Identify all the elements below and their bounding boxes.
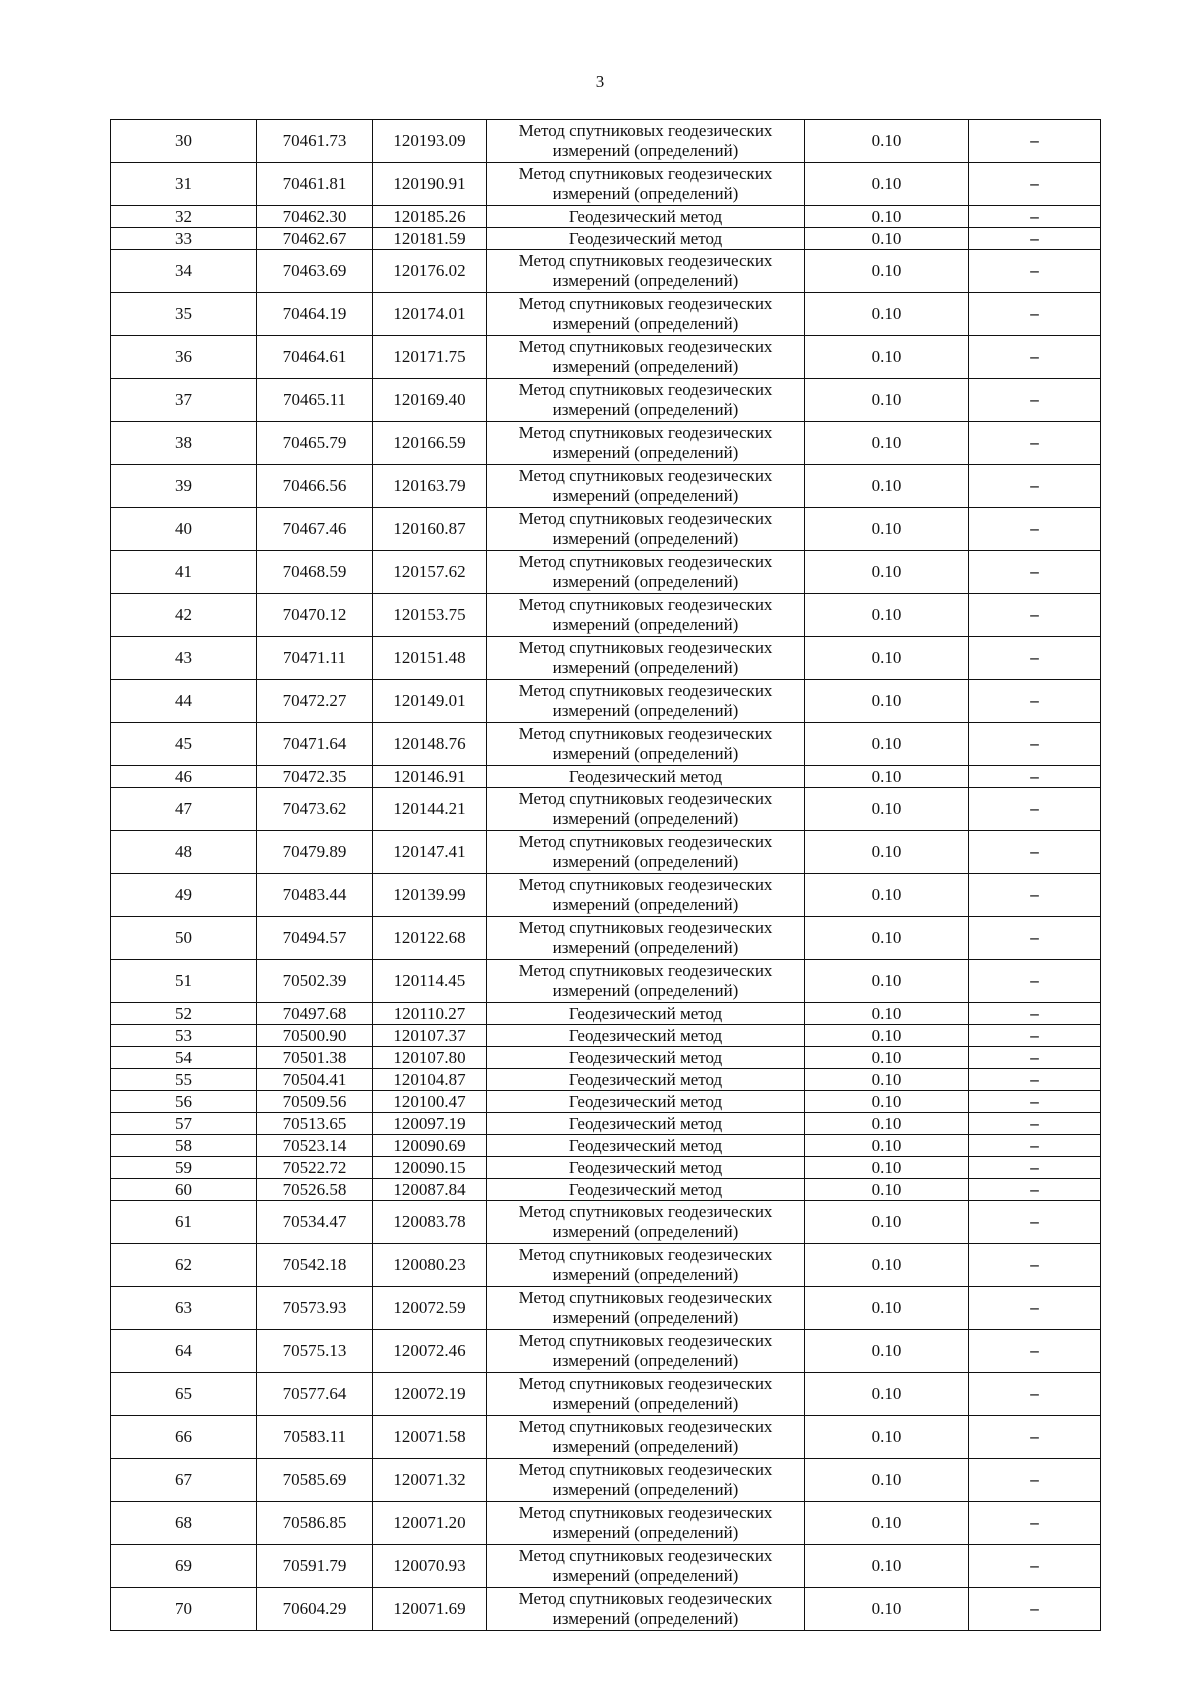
accuracy-cell: 0.10 xyxy=(805,637,969,680)
point-number-cell: 32 xyxy=(111,206,257,228)
note-cell: – xyxy=(969,1459,1101,1502)
point-number-cell: 48 xyxy=(111,831,257,874)
note-cell: – xyxy=(969,594,1101,637)
table-row xyxy=(111,1069,1101,1091)
x-coordinate-cell: 70575.13 xyxy=(257,1330,373,1373)
y-coordinate-cell: 120110.27 xyxy=(373,1003,487,1025)
note-cell: – xyxy=(969,1244,1101,1287)
accuracy-cell: 0.10 xyxy=(805,1179,969,1201)
note-cell: – xyxy=(969,680,1101,723)
method-cell: Метод спутниковых геодезических измерений (определений) xyxy=(487,680,805,723)
point-number-cell: 62 xyxy=(111,1244,257,1287)
note-cell: – xyxy=(969,637,1101,680)
x-coordinate-cell: 70463.69 xyxy=(257,250,373,293)
table-row xyxy=(111,508,1101,551)
x-coordinate-cell: 70479.89 xyxy=(257,831,373,874)
point-number-cell: 42 xyxy=(111,594,257,637)
y-coordinate-cell: 120163.79 xyxy=(373,465,487,508)
x-coordinate-cell: 70464.61 xyxy=(257,336,373,379)
table-row xyxy=(111,465,1101,508)
note-cell: – xyxy=(969,1502,1101,1545)
coordinates-table xyxy=(110,119,1101,1631)
y-coordinate-cell: 120149.01 xyxy=(373,680,487,723)
y-coordinate-cell: 120071.58 xyxy=(373,1416,487,1459)
x-coordinate-cell: 70583.11 xyxy=(257,1416,373,1459)
point-number-cell: 69 xyxy=(111,1545,257,1588)
accuracy-cell: 0.10 xyxy=(805,1201,969,1244)
table-row xyxy=(111,206,1101,228)
x-coordinate-cell: 70467.46 xyxy=(257,508,373,551)
point-number-cell: 54 xyxy=(111,1047,257,1069)
y-coordinate-cell: 120176.02 xyxy=(373,250,487,293)
table-row xyxy=(111,960,1101,1003)
y-coordinate-cell: 120072.46 xyxy=(373,1330,487,1373)
accuracy-cell: 0.10 xyxy=(805,680,969,723)
point-number-cell: 41 xyxy=(111,551,257,594)
y-coordinate-cell: 120146.91 xyxy=(373,766,487,788)
accuracy-cell: 0.10 xyxy=(805,1588,969,1631)
method-cell: Геодезический метод xyxy=(487,206,805,228)
table-row xyxy=(111,1091,1101,1113)
x-coordinate-cell: 70573.93 xyxy=(257,1287,373,1330)
y-coordinate-cell: 120185.26 xyxy=(373,206,487,228)
x-coordinate-cell: 70526.58 xyxy=(257,1179,373,1201)
y-coordinate-cell: 120153.75 xyxy=(373,594,487,637)
y-coordinate-cell: 120097.19 xyxy=(373,1113,487,1135)
note-cell: – xyxy=(969,1025,1101,1047)
accuracy-cell: 0.10 xyxy=(805,163,969,206)
table-row xyxy=(111,917,1101,960)
point-number-cell: 52 xyxy=(111,1003,257,1025)
point-number-cell: 47 xyxy=(111,788,257,831)
point-number-cell: 53 xyxy=(111,1025,257,1047)
table-row xyxy=(111,120,1101,163)
table-row xyxy=(111,551,1101,594)
accuracy-cell: 0.10 xyxy=(805,1416,969,1459)
method-cell: Геодезический метод xyxy=(487,1025,805,1047)
point-number-cell: 38 xyxy=(111,422,257,465)
y-coordinate-cell: 120193.09 xyxy=(373,120,487,163)
method-cell: Геодезический метод xyxy=(487,1113,805,1135)
accuracy-cell: 0.10 xyxy=(805,1502,969,1545)
point-number-cell: 68 xyxy=(111,1502,257,1545)
accuracy-cell: 0.10 xyxy=(805,293,969,336)
y-coordinate-cell: 120090.15 xyxy=(373,1157,487,1179)
accuracy-cell: 0.10 xyxy=(805,379,969,422)
accuracy-cell: 0.10 xyxy=(805,788,969,831)
table-row xyxy=(111,1330,1101,1373)
point-number-cell: 51 xyxy=(111,960,257,1003)
note-cell: – xyxy=(969,379,1101,422)
y-coordinate-cell: 120072.19 xyxy=(373,1373,487,1416)
method-cell: Метод спутниковых геодезических измерений (определений) xyxy=(487,336,805,379)
table-row xyxy=(111,250,1101,293)
point-number-cell: 37 xyxy=(111,379,257,422)
accuracy-cell: 0.10 xyxy=(805,1330,969,1373)
note-cell: – xyxy=(969,960,1101,1003)
method-cell: Метод спутниковых геодезических измерений (определений) xyxy=(487,465,805,508)
x-coordinate-cell: 70471.11 xyxy=(257,637,373,680)
table-row xyxy=(111,1588,1101,1631)
accuracy-cell: 0.10 xyxy=(805,120,969,163)
accuracy-cell: 0.10 xyxy=(805,508,969,551)
accuracy-cell: 0.10 xyxy=(805,422,969,465)
point-number-cell: 50 xyxy=(111,917,257,960)
method-cell: Метод спутниковых геодезических измерений (определений) xyxy=(487,831,805,874)
x-coordinate-cell: 70462.67 xyxy=(257,228,373,250)
point-number-cell: 64 xyxy=(111,1330,257,1373)
accuracy-cell: 0.10 xyxy=(805,1025,969,1047)
x-coordinate-cell: 70509.56 xyxy=(257,1091,373,1113)
table-row xyxy=(111,594,1101,637)
point-number-cell: 56 xyxy=(111,1091,257,1113)
point-number-cell: 39 xyxy=(111,465,257,508)
point-number-cell: 49 xyxy=(111,874,257,917)
y-coordinate-cell: 120157.62 xyxy=(373,551,487,594)
x-coordinate-cell: 70522.72 xyxy=(257,1157,373,1179)
point-number-cell: 65 xyxy=(111,1373,257,1416)
point-number-cell: 44 xyxy=(111,680,257,723)
table-row xyxy=(111,874,1101,917)
y-coordinate-cell: 120104.87 xyxy=(373,1069,487,1091)
point-number-cell: 59 xyxy=(111,1157,257,1179)
note-cell: – xyxy=(969,250,1101,293)
page-number: 3 xyxy=(595,72,605,91)
y-coordinate-cell: 120122.68 xyxy=(373,917,487,960)
note-cell: – xyxy=(969,831,1101,874)
method-cell: Метод спутниковых геодезических измерений (определений) xyxy=(487,120,805,163)
y-coordinate-cell: 120070.93 xyxy=(373,1545,487,1588)
method-cell: Метод спутниковых геодезических измерений (определений) xyxy=(487,1201,805,1244)
point-number-cell: 66 xyxy=(111,1416,257,1459)
coordinates-table-body xyxy=(111,120,1101,1631)
x-coordinate-cell: 70466.56 xyxy=(257,465,373,508)
y-coordinate-cell: 120107.80 xyxy=(373,1047,487,1069)
accuracy-cell: 0.10 xyxy=(805,874,969,917)
x-coordinate-cell: 70472.27 xyxy=(257,680,373,723)
accuracy-cell: 0.10 xyxy=(805,206,969,228)
method-cell: Метод спутниковых геодезических измерений (определений) xyxy=(487,637,805,680)
method-cell: Метод спутниковых геодезических измерений (определений) xyxy=(487,1373,805,1416)
method-cell: Метод спутниковых геодезических измерений (определений) xyxy=(487,788,805,831)
table-row xyxy=(111,1416,1101,1459)
note-cell: – xyxy=(969,723,1101,766)
note-cell: – xyxy=(969,788,1101,831)
x-coordinate-cell: 70504.41 xyxy=(257,1069,373,1091)
x-coordinate-cell: 70472.35 xyxy=(257,766,373,788)
x-coordinate-cell: 70586.85 xyxy=(257,1502,373,1545)
x-coordinate-cell: 70465.11 xyxy=(257,379,373,422)
x-coordinate-cell: 70468.59 xyxy=(257,551,373,594)
point-number-cell: 58 xyxy=(111,1135,257,1157)
table-row xyxy=(111,422,1101,465)
point-number-cell: 31 xyxy=(111,163,257,206)
note-cell: – xyxy=(969,1416,1101,1459)
method-cell: Геодезический метод xyxy=(487,1091,805,1113)
x-coordinate-cell: 70464.19 xyxy=(257,293,373,336)
note-cell: – xyxy=(969,465,1101,508)
table-row xyxy=(111,1459,1101,1502)
x-coordinate-cell: 70471.64 xyxy=(257,723,373,766)
method-cell: Метод спутниковых геодезических измерений (определений) xyxy=(487,1244,805,1287)
x-coordinate-cell: 70577.64 xyxy=(257,1373,373,1416)
table-row xyxy=(111,1047,1101,1069)
table-row xyxy=(111,1135,1101,1157)
method-cell: Метод спутниковых геодезических измерений (определений) xyxy=(487,1330,805,1373)
note-cell: – xyxy=(969,766,1101,788)
table-row xyxy=(111,1003,1101,1025)
table-row xyxy=(111,379,1101,422)
y-coordinate-cell: 120181.59 xyxy=(373,228,487,250)
x-coordinate-cell: 70501.38 xyxy=(257,1047,373,1069)
accuracy-cell: 0.10 xyxy=(805,1244,969,1287)
accuracy-cell: 0.10 xyxy=(805,1135,969,1157)
table-row xyxy=(111,723,1101,766)
accuracy-cell: 0.10 xyxy=(805,1091,969,1113)
y-coordinate-cell: 120171.75 xyxy=(373,336,487,379)
method-cell: Геодезический метод xyxy=(487,1157,805,1179)
note-cell: – xyxy=(969,228,1101,250)
x-coordinate-cell: 70462.30 xyxy=(257,206,373,228)
note-cell: – xyxy=(969,1330,1101,1373)
accuracy-cell: 0.10 xyxy=(805,831,969,874)
y-coordinate-cell: 120083.78 xyxy=(373,1201,487,1244)
note-cell: – xyxy=(969,163,1101,206)
method-cell: Геодезический метод xyxy=(487,228,805,250)
method-cell: Геодезический метод xyxy=(487,766,805,788)
method-cell: Метод спутниковых геодезических измерений (определений) xyxy=(487,960,805,1003)
y-coordinate-cell: 120114.45 xyxy=(373,960,487,1003)
accuracy-cell: 0.10 xyxy=(805,465,969,508)
note-cell: – xyxy=(969,1373,1101,1416)
method-cell: Метод спутниковых геодезических измерений (определений) xyxy=(487,874,805,917)
method-cell: Геодезический метод xyxy=(487,1135,805,1157)
point-number-cell: 45 xyxy=(111,723,257,766)
y-coordinate-cell: 120071.69 xyxy=(373,1588,487,1631)
table-row xyxy=(111,163,1101,206)
y-coordinate-cell: 120169.40 xyxy=(373,379,487,422)
y-coordinate-cell: 120080.23 xyxy=(373,1244,487,1287)
table-row xyxy=(111,788,1101,831)
accuracy-cell: 0.10 xyxy=(805,917,969,960)
method-cell: Метод спутниковых геодезических измерений (определений) xyxy=(487,508,805,551)
table-row xyxy=(111,1025,1101,1047)
note-cell: – xyxy=(969,1069,1101,1091)
x-coordinate-cell: 70461.73 xyxy=(257,120,373,163)
point-number-cell: 43 xyxy=(111,637,257,680)
y-coordinate-cell: 120071.32 xyxy=(373,1459,487,1502)
method-cell: Метод спутниковых геодезических измерений (определений) xyxy=(487,293,805,336)
x-coordinate-cell: 70513.65 xyxy=(257,1113,373,1135)
note-cell: – xyxy=(969,1003,1101,1025)
note-cell: – xyxy=(969,508,1101,551)
table-row xyxy=(111,1179,1101,1201)
note-cell: – xyxy=(969,120,1101,163)
y-coordinate-cell: 120144.21 xyxy=(373,788,487,831)
point-number-cell: 34 xyxy=(111,250,257,293)
table-row xyxy=(111,1201,1101,1244)
x-coordinate-cell: 70542.18 xyxy=(257,1244,373,1287)
method-cell: Геодезический метод xyxy=(487,1003,805,1025)
accuracy-cell: 0.10 xyxy=(805,723,969,766)
x-coordinate-cell: 70591.79 xyxy=(257,1545,373,1588)
accuracy-cell: 0.10 xyxy=(805,228,969,250)
y-coordinate-cell: 120166.59 xyxy=(373,422,487,465)
accuracy-cell: 0.10 xyxy=(805,766,969,788)
note-cell: – xyxy=(969,206,1101,228)
method-cell: Метод спутниковых геодезических измерений (определений) xyxy=(487,1588,805,1631)
accuracy-cell: 0.10 xyxy=(805,960,969,1003)
point-number-cell: 40 xyxy=(111,508,257,551)
accuracy-cell: 0.10 xyxy=(805,1545,969,1588)
table-row xyxy=(111,1244,1101,1287)
accuracy-cell: 0.10 xyxy=(805,1003,969,1025)
point-number-cell: 33 xyxy=(111,228,257,250)
accuracy-cell: 0.10 xyxy=(805,1069,969,1091)
accuracy-cell: 0.10 xyxy=(805,1287,969,1330)
y-coordinate-cell: 120147.41 xyxy=(373,831,487,874)
point-number-cell: 60 xyxy=(111,1179,257,1201)
point-number-cell: 63 xyxy=(111,1287,257,1330)
x-coordinate-cell: 70585.69 xyxy=(257,1459,373,1502)
accuracy-cell: 0.10 xyxy=(805,250,969,293)
note-cell: – xyxy=(969,874,1101,917)
accuracy-cell: 0.10 xyxy=(805,336,969,379)
method-cell: Геодезический метод xyxy=(487,1069,805,1091)
method-cell: Метод спутниковых геодезических измерений (определений) xyxy=(487,163,805,206)
note-cell: – xyxy=(969,1545,1101,1588)
point-number-cell: 35 xyxy=(111,293,257,336)
table-row xyxy=(111,1502,1101,1545)
accuracy-cell: 0.10 xyxy=(805,551,969,594)
table-row xyxy=(111,1373,1101,1416)
point-number-cell: 46 xyxy=(111,766,257,788)
table-row xyxy=(111,1545,1101,1588)
x-coordinate-cell: 70502.39 xyxy=(257,960,373,1003)
x-coordinate-cell: 70500.90 xyxy=(257,1025,373,1047)
accuracy-cell: 0.10 xyxy=(805,1157,969,1179)
point-number-cell: 36 xyxy=(111,336,257,379)
table-row xyxy=(111,637,1101,680)
x-coordinate-cell: 70465.79 xyxy=(257,422,373,465)
method-cell: Метод спутниковых геодезических измерений (определений) xyxy=(487,1502,805,1545)
note-cell: – xyxy=(969,1588,1101,1631)
x-coordinate-cell: 70534.47 xyxy=(257,1201,373,1244)
accuracy-cell: 0.10 xyxy=(805,1047,969,1069)
note-cell: – xyxy=(969,1287,1101,1330)
note-cell: – xyxy=(969,1157,1101,1179)
method-cell: Метод спутниковых геодезических измерений (определений) xyxy=(487,1287,805,1330)
table-row xyxy=(111,293,1101,336)
note-cell: – xyxy=(969,1201,1101,1244)
y-coordinate-cell: 120087.84 xyxy=(373,1179,487,1201)
y-coordinate-cell: 120174.01 xyxy=(373,293,487,336)
method-cell: Метод спутниковых геодезических измерений (определений) xyxy=(487,1416,805,1459)
point-number-cell: 57 xyxy=(111,1113,257,1135)
table-row xyxy=(111,336,1101,379)
note-cell: – xyxy=(969,551,1101,594)
accuracy-cell: 0.10 xyxy=(805,594,969,637)
x-coordinate-cell: 70604.29 xyxy=(257,1588,373,1631)
accuracy-cell: 0.10 xyxy=(805,1459,969,1502)
note-cell: – xyxy=(969,293,1101,336)
x-coordinate-cell: 70470.12 xyxy=(257,594,373,637)
note-cell: – xyxy=(969,1135,1101,1157)
table-row xyxy=(111,766,1101,788)
x-coordinate-cell: 70461.81 xyxy=(257,163,373,206)
note-cell: – xyxy=(969,1113,1101,1135)
note-cell: – xyxy=(969,1091,1101,1113)
x-coordinate-cell: 70494.57 xyxy=(257,917,373,960)
accuracy-cell: 0.10 xyxy=(805,1113,969,1135)
x-coordinate-cell: 70523.14 xyxy=(257,1135,373,1157)
method-cell: Метод спутниковых геодезических измерений (определений) xyxy=(487,1545,805,1588)
y-coordinate-cell: 120071.20 xyxy=(373,1502,487,1545)
note-cell: – xyxy=(969,336,1101,379)
method-cell: Метод спутниковых геодезических измерений (определений) xyxy=(487,917,805,960)
x-coordinate-cell: 70483.44 xyxy=(257,874,373,917)
method-cell: Метод спутниковых геодезических измерений (определений) xyxy=(487,422,805,465)
table-row xyxy=(111,1287,1101,1330)
table-row xyxy=(111,680,1101,723)
y-coordinate-cell: 120072.59 xyxy=(373,1287,487,1330)
point-number-cell: 30 xyxy=(111,120,257,163)
table-row xyxy=(111,1157,1101,1179)
table-row xyxy=(111,228,1101,250)
method-cell: Метод спутниковых геодезических измерений (определений) xyxy=(487,551,805,594)
note-cell: – xyxy=(969,917,1101,960)
y-coordinate-cell: 120190.91 xyxy=(373,163,487,206)
table-row xyxy=(111,1113,1101,1135)
y-coordinate-cell: 120107.37 xyxy=(373,1025,487,1047)
y-coordinate-cell: 120148.76 xyxy=(373,723,487,766)
note-cell: – xyxy=(969,1179,1101,1201)
method-cell: Метод спутниковых геодезических измерений (определений) xyxy=(487,594,805,637)
point-number-cell: 61 xyxy=(111,1201,257,1244)
x-coordinate-cell: 70473.62 xyxy=(257,788,373,831)
method-cell: Геодезический метод xyxy=(487,1179,805,1201)
x-coordinate-cell: 70497.68 xyxy=(257,1003,373,1025)
method-cell: Метод спутниковых геодезических измерений (определений) xyxy=(487,1459,805,1502)
y-coordinate-cell: 120139.99 xyxy=(373,874,487,917)
method-cell: Метод спутниковых геодезических измерений (определений) xyxy=(487,723,805,766)
point-number-cell: 55 xyxy=(111,1069,257,1091)
y-coordinate-cell: 120100.47 xyxy=(373,1091,487,1113)
note-cell: – xyxy=(969,422,1101,465)
method-cell: Метод спутниковых геодезических измерений (определений) xyxy=(487,250,805,293)
point-number-cell: 70 xyxy=(111,1588,257,1631)
note-cell: – xyxy=(969,1047,1101,1069)
method-cell: Метод спутниковых геодезических измерений (определений) xyxy=(487,379,805,422)
y-coordinate-cell: 120151.48 xyxy=(373,637,487,680)
point-number-cell: 67 xyxy=(111,1459,257,1502)
accuracy-cell: 0.10 xyxy=(805,1373,969,1416)
table-row xyxy=(111,831,1101,874)
y-coordinate-cell: 120160.87 xyxy=(373,508,487,551)
y-coordinate-cell: 120090.69 xyxy=(373,1135,487,1157)
method-cell: Геодезический метод xyxy=(487,1047,805,1069)
